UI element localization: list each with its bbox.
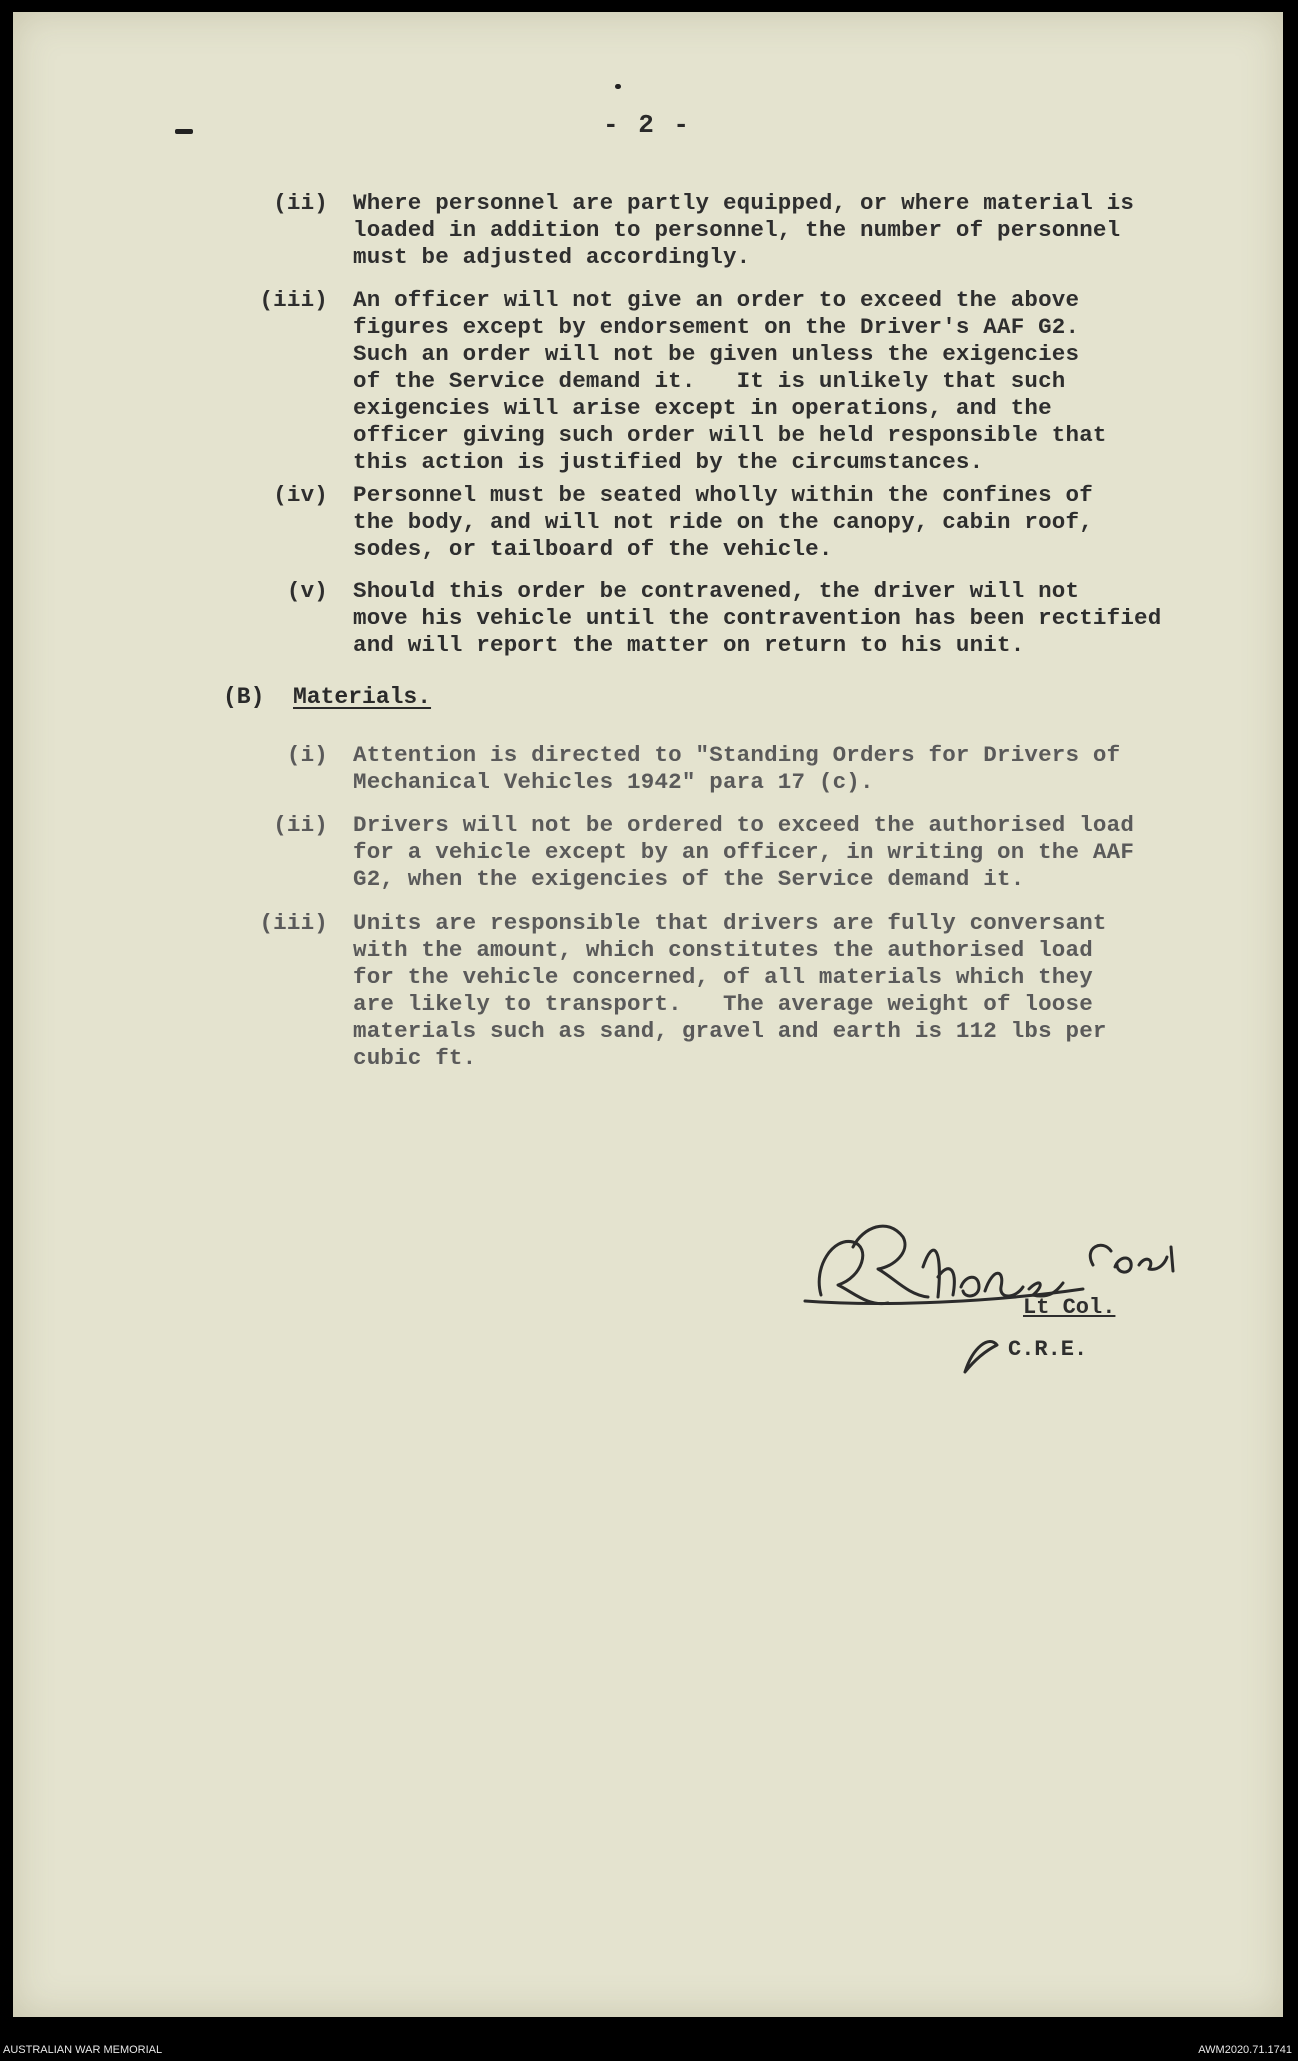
item-line: for the vehicle concerned, of all materials which they bbox=[353, 964, 1093, 990]
signature-block bbox=[793, 1207, 1233, 1377]
item-number: (ii) bbox=[273, 812, 328, 838]
item-line: for a vehicle except by an officer, in writing on the AAF bbox=[353, 839, 1135, 865]
ink-dash bbox=[175, 129, 193, 134]
item-number: (iv) bbox=[273, 482, 328, 508]
page-number: - 2 - bbox=[603, 110, 692, 140]
signatory-rank: Lt Col. bbox=[1023, 1295, 1116, 1320]
item-number: (i) bbox=[286, 742, 328, 768]
item-line: G2, when the exigencies of the Service demand it. bbox=[353, 866, 1025, 892]
item-line: Where personnel are partly equipped, or where material is bbox=[353, 190, 1135, 216]
ink-dot bbox=[615, 84, 621, 89]
item-line: Such an order will not be given unless the exigencies bbox=[353, 341, 1080, 367]
document-page bbox=[13, 12, 1283, 2017]
item-number: (iii) bbox=[259, 910, 328, 936]
footer-reference: AWM2020.71.1741 bbox=[1198, 2044, 1292, 2056]
item-line: An officer will not give an order to exceed the above bbox=[353, 287, 1080, 313]
item-line: of the Service demand it. It is unlikely that such bbox=[353, 368, 1066, 394]
signatory-office: C.R.E. bbox=[1008, 1337, 1088, 1362]
item-number: (v) bbox=[286, 578, 328, 604]
section-title: Materials. bbox=[293, 684, 432, 710]
item-line: sodes, or tailboard of the vehicle. bbox=[353, 536, 833, 562]
item-line: the body, and will not ride on the canopy, cabin roof, bbox=[353, 509, 1093, 535]
item-number: (iii) bbox=[259, 287, 328, 313]
item-line: cubic ft. bbox=[353, 1045, 477, 1071]
item-line: exigencies will arise except in operations, and the bbox=[353, 395, 1052, 421]
item-line: Mechanical Vehicles 1942" para 17 (c). bbox=[353, 769, 874, 795]
item-line: are likely to transport. The average weight of loose bbox=[353, 991, 1093, 1017]
item-line: Personnel must be seated wholly within the confines of bbox=[353, 482, 1093, 508]
item-line: figures except by endorsement on the Driver's AAF G2. bbox=[353, 314, 1080, 340]
item-line: Drivers will not be ordered to exceed the authorised load bbox=[353, 812, 1135, 838]
item-line: and will report the matter on return to his unit. bbox=[353, 632, 1025, 658]
item-number: (ii) bbox=[273, 190, 328, 216]
item-line: loaded in addition to personnel, the number of personnel bbox=[353, 217, 1121, 243]
item-line: this action is justified by the circumstances. bbox=[353, 449, 984, 475]
item-line: Attention is directed to "Standing Orders for Drivers of bbox=[353, 742, 1121, 768]
item-line: materials such as sand, gravel and earth is 112 lbs per bbox=[353, 1018, 1107, 1044]
item-line: officer giving such order will be held responsible that bbox=[353, 422, 1107, 448]
item-line: move his vehicle until the contravention has been rectified bbox=[353, 605, 1162, 631]
item-line: Units are responsible that drivers are fully conversant bbox=[353, 910, 1107, 936]
section-letter: (B) bbox=[223, 684, 265, 710]
item-line: must be adjusted accordingly. bbox=[353, 244, 751, 270]
item-line: Should this order be contravened, the driver will not bbox=[353, 578, 1080, 604]
footer-source: AUSTRALIAN WAR MEMORIAL bbox=[3, 2044, 163, 2056]
item-line: with the amount, which constitutes the authorised load bbox=[353, 937, 1093, 963]
